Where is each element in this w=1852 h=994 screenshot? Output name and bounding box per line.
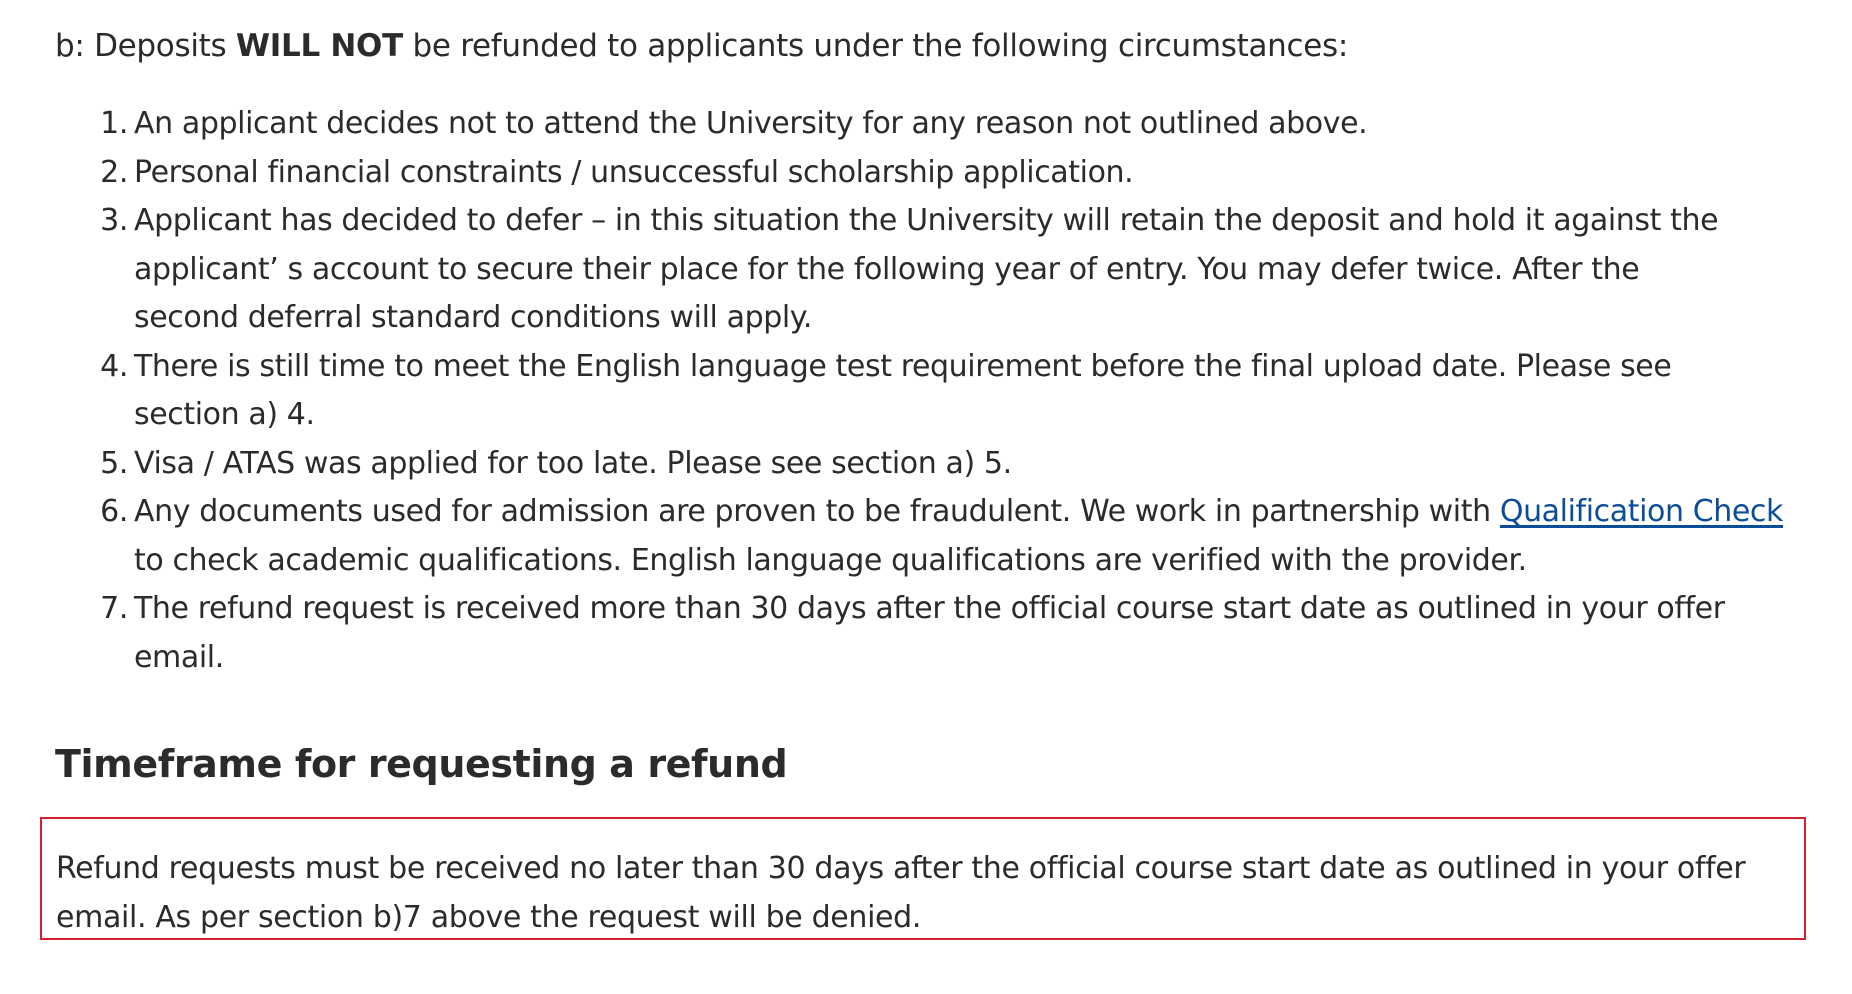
- list-item-number: 3.: [100, 203, 128, 238]
- list-item: [55, 343, 1805, 440]
- list-item-text-line: There is still time to meet the English language test requirement before the final upload date. Please see: [134, 348, 1672, 384]
- list-item: [55, 440, 1805, 489]
- list-item: [55, 100, 1805, 149]
- list-item-text-line: Applicant has decided to defer – in this situation the University will retain the deposit and hold it against the: [134, 203, 1719, 238]
- list-item-number: 4.: [100, 348, 128, 384]
- list-item: [55, 585, 1805, 682]
- section-heading: Timeframe for requesting a refund: [55, 742, 788, 786]
- list-item-number: 7.: [100, 591, 128, 626]
- list-item-text-after-link: to check academic qualifications. English language qualifications are verified with the provider.: [134, 542, 1527, 578]
- list-item-text-before-link: Any documents used for admission are proven to be fraudulent. We work in partnership with: [134, 494, 1500, 529]
- list-item-number: 2.: [100, 154, 128, 190]
- list-item-text: Visa / ATAS was applied for too late. Please see section a) 5.: [134, 445, 1012, 481]
- list-item-number: 6.: [100, 494, 128, 529]
- list-item-number: 1.: [100, 106, 128, 141]
- non-refund-list: [55, 100, 1805, 682]
- intro-paragraph: [55, 22, 1348, 70]
- intro-suffix: be refunded to applicants under the following circumstances:: [402, 28, 1349, 64]
- list-item-text-line: applicant’ s account to secure their place for the following year of entry. You may defer twice. After the: [134, 251, 1640, 287]
- list-item-text-line: email.: [134, 639, 224, 675]
- list-item: [55, 197, 1805, 343]
- list-item: [55, 488, 1805, 585]
- notice-text-line: email. As per section b)7 above the request will be denied.: [56, 899, 922, 935]
- list-item-text-line: section a) 4.: [134, 397, 315, 432]
- list-item-text-line: The refund request is received more than 30 days after the official course start date as outlined in your offer: [134, 591, 1725, 626]
- list-item-text: Personal financial constraints / unsuccessful scholarship application.: [134, 154, 1134, 190]
- list-item: [55, 149, 1805, 198]
- list-item-text: An applicant decides not to attend the University for any reason not outlined above.: [134, 106, 1368, 141]
- intro-emphasis: WILL NOT: [235, 28, 403, 64]
- list-item-text-line: second deferral standard conditions will apply.: [134, 300, 813, 335]
- highlighted-notice: [40, 817, 1806, 940]
- notice-text-line: Refund requests must be received no later than 30 days after the official course start date as outlined in your offer: [56, 851, 1746, 886]
- list-item-text: [134, 488, 1805, 585]
- qualification-check-link[interactable]: Qualification Check: [1499, 494, 1784, 529]
- list-item-number: 5.: [100, 445, 128, 481]
- intro-prefix: b: Deposits: [55, 28, 236, 64]
